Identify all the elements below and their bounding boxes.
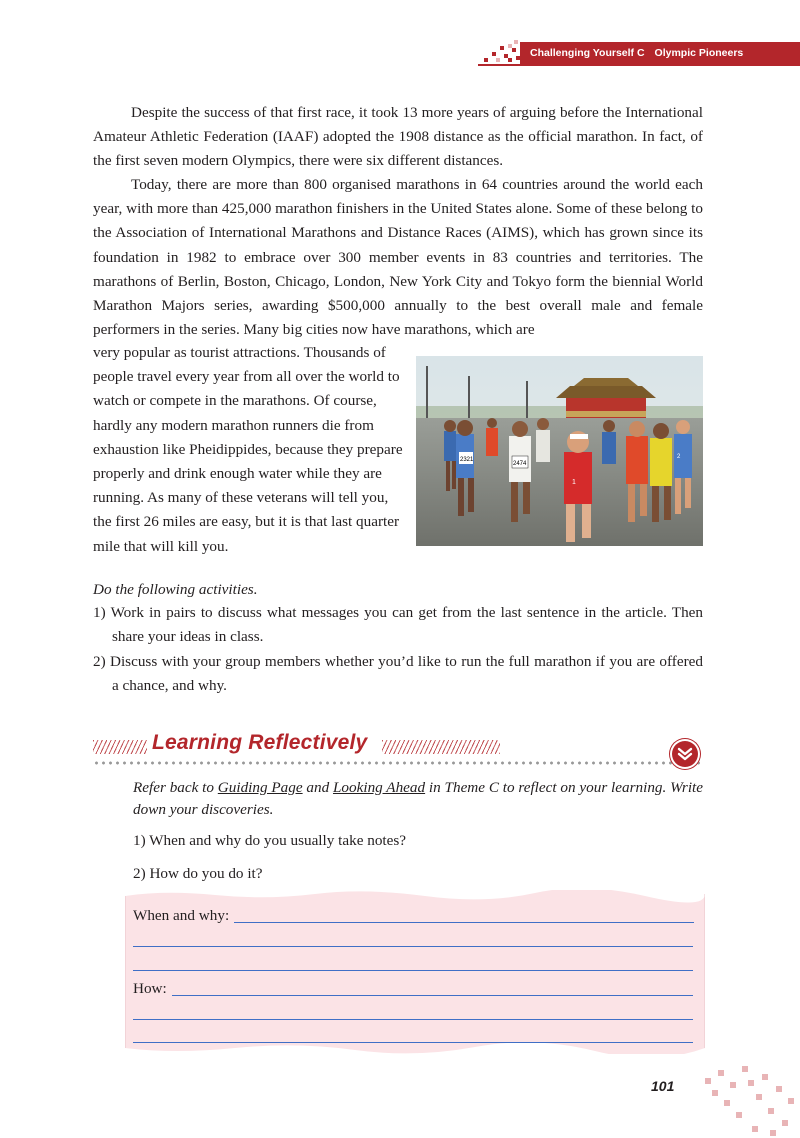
header-band — [520, 42, 800, 64]
activity-item-1: 1) Work in pairs to discuss what messages you can get from the last sentence in the article. Then share your ideas in class. — [93, 604, 703, 646]
intro-text: in Theme C to reflect on your learning. Write down your discoveries. — [133, 779, 704, 818]
paragraph-2: Today, there are more than 800 organised marathons in 64 countries around the world each year, with more than 425,000 marathon finishers in the United States alone. Some of these belong to the Association of International Marathons and Distance Races (AIMS), which has grown since its foundation in 1982 to embrace over 300 member events in 83 countries and territories. The marathons of Berlin, Boston, Chicago, London, New York City and Tokyo form the biennial World Marathon Majors series, awarding $500,000 annually to the best overall male and female performers in the series. Many big cities now have marathons, which are — [93, 176, 703, 339]
label-how: How: — [133, 980, 167, 997]
answer-line-how-3[interactable] — [133, 1042, 693, 1043]
bib-number: 2474 — [513, 461, 527, 467]
chevron-down-icon — [672, 741, 698, 767]
header-title: Olympic Pioneers — [654, 47, 744, 59]
section-title: Learning Reflectively — [152, 731, 368, 754]
answer-line-when-3[interactable] — [133, 970, 693, 971]
answer-line-how-2[interactable] — [133, 1019, 693, 1020]
title-hatch-right — [382, 740, 500, 754]
link-looking-ahead[interactable]: Looking Ahead — [332, 779, 426, 796]
marathon-photo — [416, 356, 703, 546]
header-section: Challenging Yourself C — [530, 47, 645, 59]
label-when-and-why: When and why: — [133, 907, 230, 924]
activity-item-2: 2) Discuss with your group members whether you’d like to run the full marathon if you are offered a chance, and why. — [93, 653, 703, 695]
link-guiding-page[interactable]: Guiding Page — [217, 779, 303, 796]
page-number: 101 — [651, 1078, 675, 1094]
answer-line-when-2[interactable] — [133, 946, 693, 947]
paragraph-2-wrap: very popular as tourist attractions. Thousands of people travel every year from all over the world to watch or compete in the marathons. Of course, hardly any modern marathon runners die from exhaustion like Pheidippides, because they prepare properly and drink enough water while they are running. As many of these veterans will tell you, the first 26 miles are easy, but it is that last quarter mile that will kill you. — [93, 344, 403, 555]
header-rule — [478, 64, 800, 66]
bib-number: 2 — [677, 454, 681, 460]
reflection-intro — [133, 777, 703, 821]
answer-line-when-1[interactable] — [234, 922, 694, 923]
intro-text: Refer back to — [133, 779, 218, 796]
activities-title: Do the following activities. — [93, 581, 258, 598]
expand-button[interactable] — [672, 741, 698, 767]
question-2: 2) How do you do it? — [133, 865, 263, 882]
title-hatch-left — [93, 740, 147, 754]
intro-text: and — [302, 779, 333, 796]
bib-number: 1 — [572, 479, 576, 486]
paragraph-1: Despite the success of that first race, it took 13 more years of arguing before the International Amateur Athletic Federation (IAAF) adopted the 1908 distance as the official marathon. In fact, of the first seven modern Olympics, there were six different distances. — [93, 104, 703, 170]
question-1: 1) When and why do you usually take notes? — [133, 832, 407, 849]
bib-number: 2321 — [460, 457, 474, 463]
dotted-divider — [93, 761, 703, 765]
answer-line-how-1[interactable] — [172, 995, 693, 996]
